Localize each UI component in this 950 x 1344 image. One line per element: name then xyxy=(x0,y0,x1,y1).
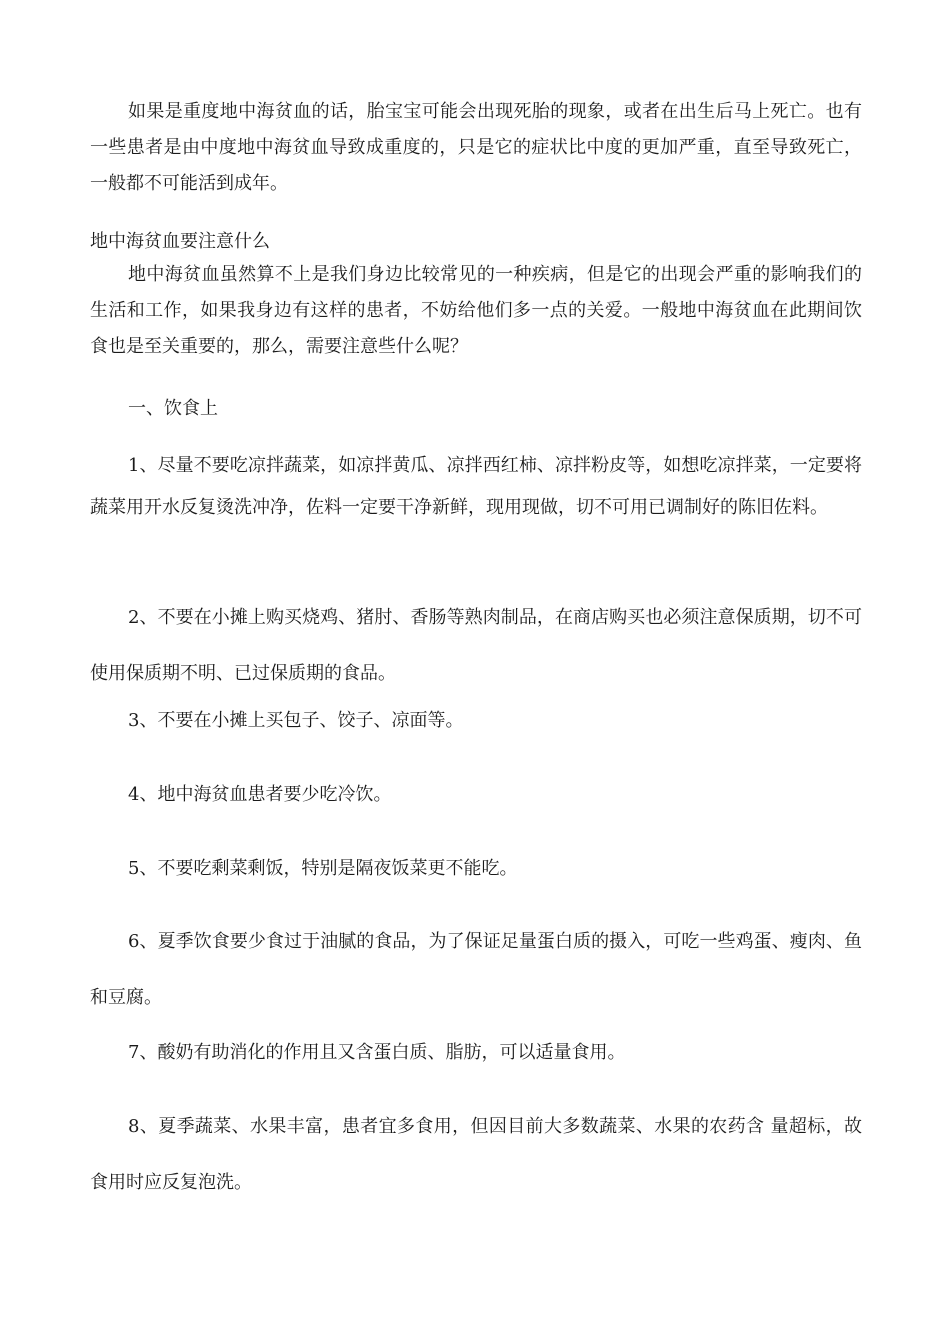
list-item: 5、不要吃剩菜剩饭，特别是隔夜饭菜更不能吃。 xyxy=(128,858,518,879)
list-item: 3、不要在小摊上买包子、饺子、凉面等。 xyxy=(128,710,464,731)
list-item: 2、不要在小摊上购买烧鸡、猪肘、香肠等熟肉制品，在商店购买也必须注意保质期，切不可使用保质期不明、已过保质期的食品。 xyxy=(90,607,862,684)
diet-subheading: 一、饮食上 xyxy=(128,398,218,419)
list-item: 6、夏季饮食要少食过于油腻的食品，为了保证足量蛋白质的摄入，可吃一些鸡蛋、瘦肉、鱼和豆腐。 xyxy=(90,931,862,1008)
list-item: 1、尽量不要吃凉拌蔬菜，如凉拌黄瓜、凉拌西红柿、凉拌粉皮等，如想吃凉拌菜，一定要将蔬菜用开水反复烫洗冲净，佐料一定要干净新鲜，现用现做，切不可用已调制好的陈旧佐料。 xyxy=(90,455,862,518)
section-heading: 地中海贫血要注意什么 xyxy=(90,231,270,252)
list-item: 4、地中海贫血患者要少吃冷饮。 xyxy=(128,784,392,805)
section-intro-paragraph: 地中海贫血虽然算不上是我们身边比较常见的一种疾病，但是它的出现会严重的影响我们的生活和工作，如果我身边有这样的患者，不妨给他们多一点的关爱。一般地中海贫血在此期间饮食也是至关重要的，那么，需要注意些什么呢？ xyxy=(90,264,862,357)
intro-paragraph: 如果是重度地中海贫血的话，胎宝宝可能会出现死胎的现象，或者在出生后马上死亡。也有一些患者是由中度地中海贫血导致成重度的，只是它的症状比中度的更加严重，直至导致死亡，一般都不可能活到成年。 xyxy=(90,101,862,194)
list-item: 8、夏季蔬菜、水果丰富，患者宜多食用，但因目前大多数蔬菜、水果的农药含 量超标，故食用时应反复泡洗。 xyxy=(90,1116,862,1193)
list-item: 7、酸奶有助消化的作用且又含蛋白质、脂肪，可以适量食用。 xyxy=(128,1042,626,1063)
